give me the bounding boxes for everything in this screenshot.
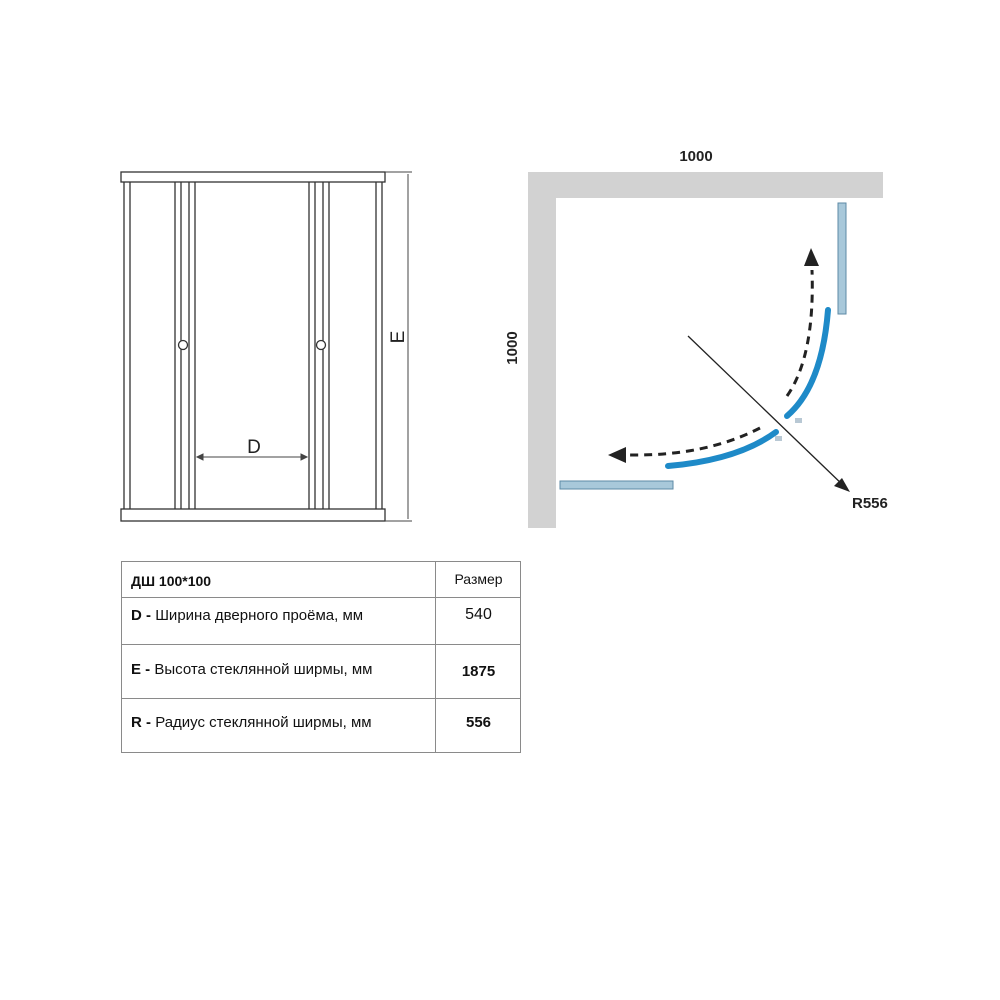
radius-label: R556 [852,495,888,512]
row-description: Радиус стеклянной ширмы, мм [155,713,372,731]
bottom-rail [121,509,385,521]
top-view-drawing [528,172,883,528]
table-size-header: Размер [454,571,503,587]
sliding-door-right [787,310,828,416]
top-view-depth-label: 1000 [504,331,521,365]
row-value: 1875 [461,662,496,680]
table-row: E - Высота стеклянной ширмы, мм [131,660,373,678]
radius-arrow-icon [834,478,850,492]
left-handle-icon [179,341,188,350]
row-description: Высота стеклянной ширмы, мм [154,660,373,678]
row-value: 556 [465,713,492,731]
label-e: E [388,330,409,344]
model-label: ДШ 100*100 [131,573,212,589]
top-view-width-label: 1000 [679,148,713,165]
open-arrow-up [787,270,812,396]
arrow-left-head-icon [608,447,626,463]
row-value: 540 [465,606,492,623]
table-row: D - Ширина дверного проёма, мм [131,606,364,624]
fixed-glass-bottom [560,481,673,489]
spec-table [121,561,521,753]
row-code: D [131,606,142,624]
dimension-e [385,172,412,521]
wall-corner [528,172,883,528]
table-row: R - Радиус стеклянной ширмы, мм [131,713,372,731]
fixed-glass-right [838,203,846,314]
cabin-frame [121,172,385,521]
right-handle-icon [317,341,326,350]
table-model-cell [131,565,431,597]
arrow-up-head-icon [804,248,819,266]
row-code: R [131,713,142,731]
row-code: E [131,660,142,678]
sliding-door-bottom [668,432,776,466]
top-rail [121,172,385,182]
label-d: D [247,437,261,458]
row-description: Ширина дверного проёма, мм [155,606,364,624]
